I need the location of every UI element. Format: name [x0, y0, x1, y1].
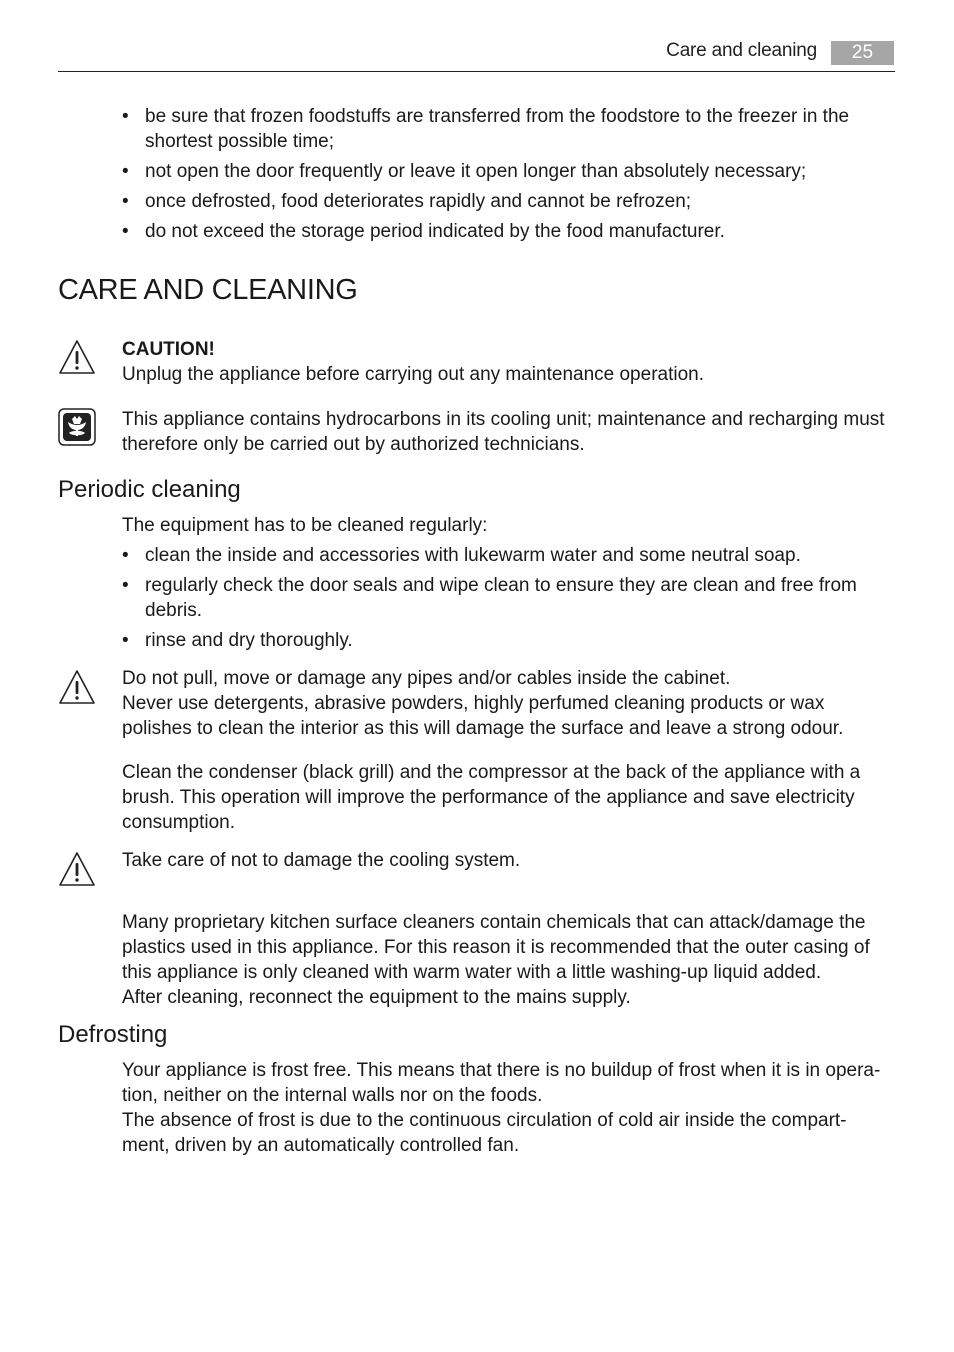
reconnect-paragraph: After cleaning, reconnect the equipment to the mains supply.: [122, 987, 631, 1008]
list-item: • be sure that frozen foodstuffs are transferred from the foodstore to the freezer in the shortest possible time;: [122, 104, 894, 154]
caution-label: CAUTION!: [122, 339, 215, 360]
list-item: • regularly check the door seals and wipe clean to ensure they are clean and free from debris.: [122, 573, 894, 623]
warning-block-pipes: [122, 666, 894, 741]
header-divider: [58, 71, 895, 72]
list-item: • rinse and dry thoroughly.: [122, 628, 894, 653]
running-header-title: Care and cleaning: [666, 40, 817, 61]
defrosting-paragraph: Your appliance is frost free. This means that there is no buildup of frost when it is in opera-tion, neither on the internal walls nor on the foods.: [122, 1060, 881, 1106]
list-item: • not open the door frequently or leave it open longer than absolutely necessary;: [122, 159, 894, 184]
list-item: • do not exceed the storage period indicated by the food manufacturer.: [122, 219, 894, 244]
warning-text: Never use detergents, abrasive powders, highly perfumed cleaning products or wax polishes to clean the interior as this will damage the surface and leave a strong odour.: [122, 693, 844, 739]
cleaners-block: [122, 910, 894, 1010]
cleaners-paragraph: Many proprietary kitchen surface cleaners contain chemicals that can attack/damage the plastics used in this appliance. For this reason it is recommended that the outer casing of this appliance is only cleaned with warm water with a little washing-up liquid added.: [122, 912, 870, 983]
warning-text: Do not pull, move or damage any pipes and/or cables inside the cabinet.: [122, 668, 731, 689]
periodic-intro: The equipment has to be cleaned regularly:: [122, 515, 488, 536]
periodic-cleaning-heading: Periodic cleaning: [58, 476, 241, 503]
cooling-system-warning: Take care of not to damage the cooling system.: [122, 850, 521, 871]
caution-text: Unplug the appliance before carrying out any maintenance operation.: [122, 364, 704, 385]
environment-icon: [58, 408, 96, 451]
list-item: • clean the inside and accessories with lukewarm water and some neutral soap.: [122, 543, 894, 568]
warning-triangle-icon: [58, 339, 96, 380]
defrosting-heading: Defrosting: [58, 1021, 168, 1048]
list-item: • once defrosted, food deteriorates rapidly and cannot be refrozen;: [122, 189, 894, 214]
defrosting-block: [122, 1058, 894, 1158]
warning-triangle-icon: [58, 669, 96, 710]
intro-bullet-list: [122, 104, 894, 249]
environment-note: This appliance contains hydrocarbons in its cooling unit; maintenance and recharging must therefore only be carried out by authorized technicians.: [122, 409, 885, 455]
defrosting-paragraph: The absence of frost is due to the continuous circulation of cold air inside the compart-ment, driven by an automatically controlled fan.: [122, 1110, 847, 1156]
section-title: CARE AND CLEANING: [58, 274, 358, 306]
warning-triangle-icon: [58, 851, 96, 892]
page-number: 25: [831, 41, 894, 65]
condenser-paragraph: Clean the condenser (black grill) and the compressor at the back of the appliance with a brush. This operation will improve the performance of the appliance and save electricity consumption.: [122, 762, 861, 833]
periodic-bullet-list: [122, 543, 894, 658]
caution-block: [122, 337, 894, 387]
